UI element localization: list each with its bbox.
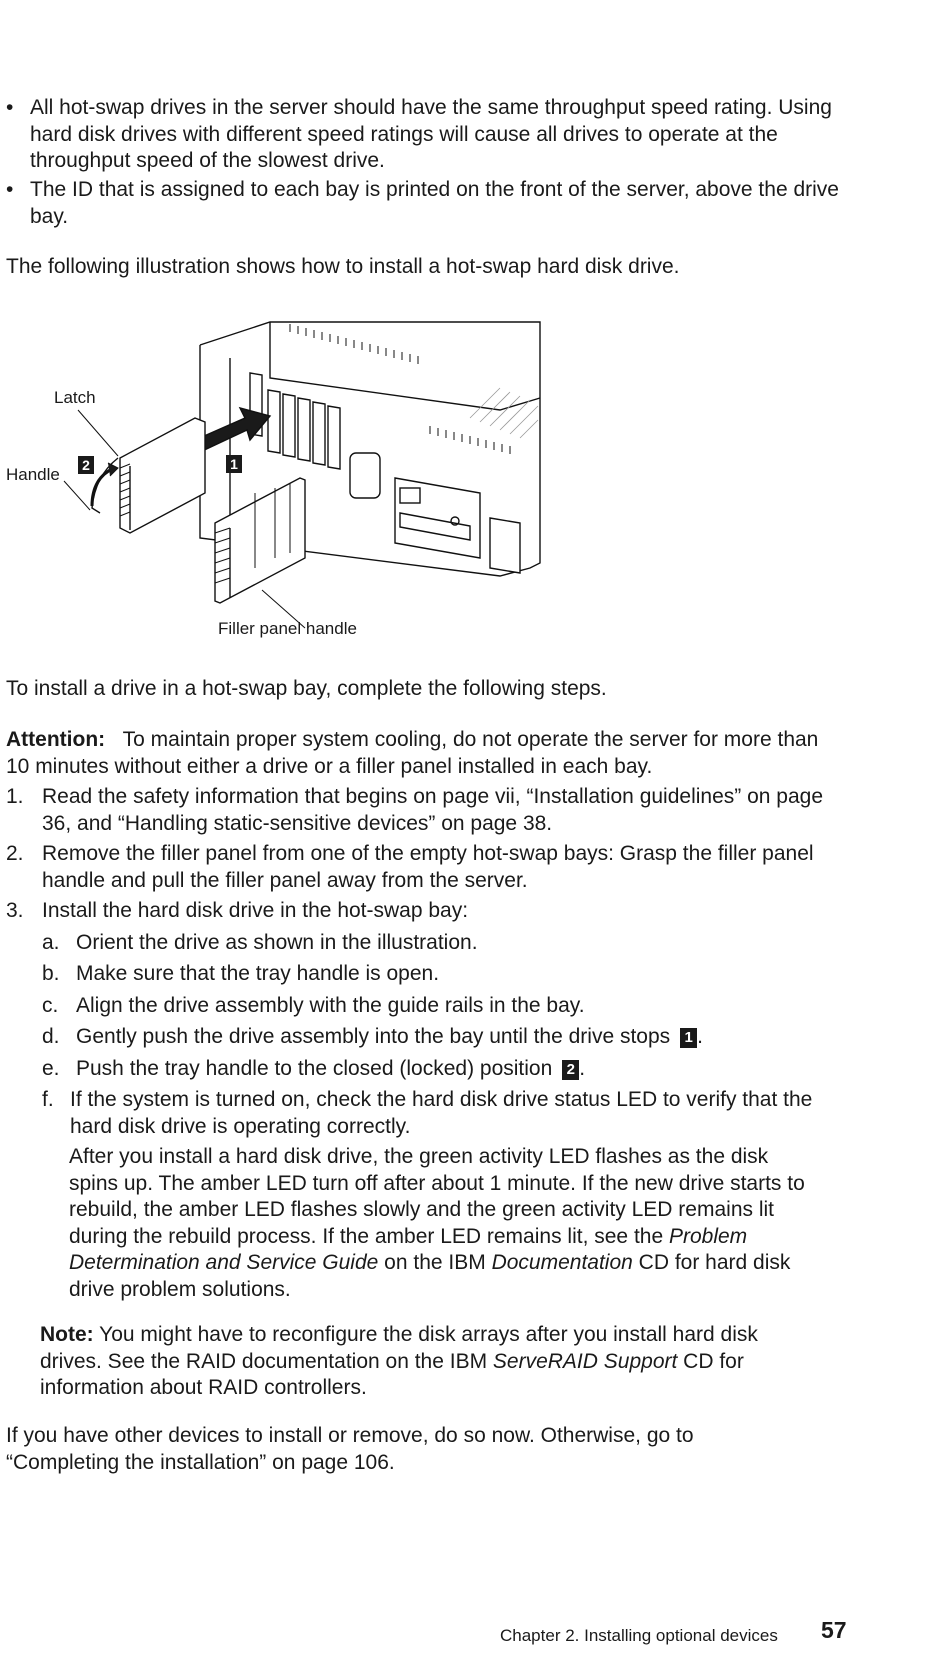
callout-1-inline: 1 bbox=[680, 1028, 697, 1048]
substep-d bbox=[42, 1024, 852, 1051]
substep-letter: d. bbox=[42, 1025, 60, 1048]
substep-c bbox=[42, 993, 852, 1020]
steps-intro: To install a drive in a hot-swap bay, complete the following steps. bbox=[6, 677, 607, 700]
bullet-item-bay-id bbox=[6, 177, 846, 230]
label-latch: Latch bbox=[54, 388, 96, 407]
substep-f bbox=[42, 1087, 852, 1140]
step-text: Read the safety information that begins on page vii, “Installation guidelines” on page 36, and “Handling static-sensitive devices” on page 38. bbox=[42, 785, 823, 835]
substep-letter: e. bbox=[42, 1057, 60, 1080]
substep-b bbox=[42, 961, 852, 988]
step-number: 1. bbox=[6, 785, 24, 808]
substep-letter: c. bbox=[42, 994, 59, 1017]
step-2 bbox=[6, 841, 846, 894]
callout-2-inline: 2 bbox=[562, 1060, 579, 1080]
note-label: Note: bbox=[40, 1323, 94, 1346]
substep-a bbox=[42, 930, 852, 957]
bullet-item-speed-rating bbox=[6, 95, 846, 175]
attention-label: Attention: bbox=[6, 728, 106, 751]
substep-text: If the system is turned on, check the hard disk drive status LED to verify that the hard disk drive is operating correctly. bbox=[70, 1088, 813, 1138]
callout-1: 1 bbox=[230, 456, 238, 472]
step-number: 2. bbox=[6, 842, 24, 865]
illustration-intro: The following illustration shows how to install a hot-swap hard disk drive. bbox=[6, 255, 680, 278]
label-handle: Handle bbox=[6, 465, 60, 484]
substep-letter: b. bbox=[42, 962, 60, 985]
substep-period: . bbox=[579, 1057, 586, 1080]
step-number: 3. bbox=[6, 899, 24, 922]
hot-swap-drive-illustration bbox=[0, 318, 600, 663]
bullet-marker: • bbox=[6, 178, 14, 201]
attention-paragraph bbox=[6, 727, 846, 780]
step-1 bbox=[6, 784, 846, 837]
bullet-marker: • bbox=[6, 96, 14, 119]
note-paragraph: Note: You might have to reconfigure the disk arrays after you install hard disk drives. See the RAID documentation on the IBM ServeRAID Support CD for information about RAID controllers. bbox=[40, 1323, 758, 1399]
label-filler-panel-handle: Filler panel handle bbox=[218, 619, 357, 638]
bullet-text: The ID that is assigned to each bay is printed on the front of the server, above the drive bay. bbox=[30, 178, 839, 228]
attention-text: To maintain proper system cooling, do not operate the server for more than 10 minutes without either a drive or a filler panel installed in each bay. bbox=[6, 728, 819, 778]
substep-text: Push the tray handle to the closed (locked) position bbox=[76, 1057, 553, 1080]
callout-2: 2 bbox=[82, 457, 90, 473]
step-text: Remove the filler panel from one of the empty hot-swap bays: Grasp the filler panel handle and pull the filler panel away from the server. bbox=[42, 842, 814, 892]
substep-letter: a. bbox=[42, 931, 60, 954]
substep-period: . bbox=[697, 1025, 703, 1048]
substep-text: Make sure that the tray handle is open. bbox=[76, 962, 440, 985]
bullet-text: All hot-swap drives in the server should have the same throughput speed rating. Using hard disk drives with different speed ratings will cause all drives to operate at the throughput speed of the slowest drive. bbox=[30, 96, 832, 172]
led-status-paragraph: After you install a hard disk drive, the green activity LED flashes as the disk spins up. The amber LED turn off after about 1 minute. If the new drive starts to rebuild, the amber LED flashes slowly and the green activity LED remains lit during the rebuild process. If the amber LED remains lit, see the Problem Determination and Service Guide on the IBM Documentation CD for hard disk drive problem solutions. bbox=[69, 1145, 805, 1301]
substep-text: Gently push the drive assembly into the bay until the drive stops bbox=[76, 1025, 671, 1048]
closing-paragraph: If you have other devices to install or remove, do so now. Otherwise, go to “Completing the installation” on page 106. bbox=[6, 1424, 694, 1474]
substep-e bbox=[42, 1056, 852, 1083]
step-text: Install the hard disk drive in the hot-swap bay: bbox=[42, 899, 469, 922]
substep-text: Orient the drive as shown in the illustration. bbox=[76, 931, 478, 954]
step-3 bbox=[6, 898, 846, 925]
substep-letter: f. bbox=[42, 1088, 54, 1111]
page-number: 57 bbox=[821, 1617, 847, 1643]
substep-text: Align the drive assembly with the guide rails in the bay. bbox=[76, 994, 585, 1017]
footer-chapter: Chapter 2. Installing optional devices bbox=[500, 1626, 778, 1645]
